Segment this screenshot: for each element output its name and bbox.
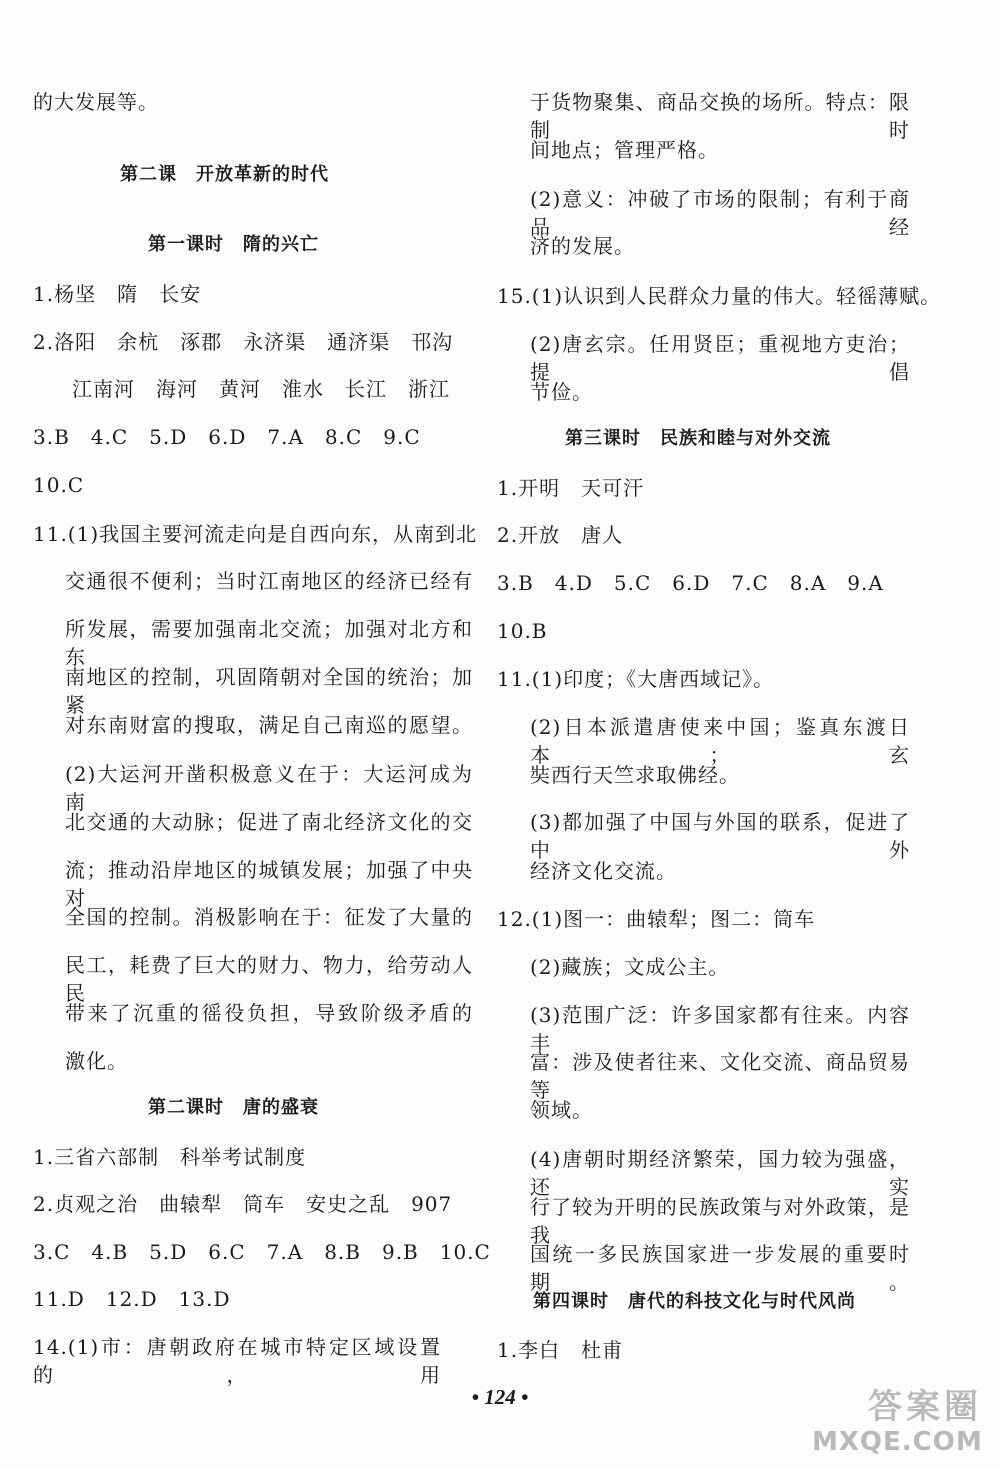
right-answer-line: 奘西行天竺求取佛经。 bbox=[530, 763, 740, 787]
left-answer-line: 流；推动沿岸地区的城镇发展；加强了中央对 bbox=[65, 858, 473, 910]
left-section-heading: 第二课时 唐的盛衰 bbox=[148, 1097, 319, 1118]
right-answer-line: 3.B 4.D 5.C 6.D 7.C 8.A 9.A bbox=[497, 571, 884, 595]
right-answer-line: (2)藏族；文成公主。 bbox=[530, 955, 730, 979]
left-answer-line: 全国的控制。消极影响在于：征发了大量的 bbox=[65, 905, 473, 929]
right-section-heading: 第四课时 唐代的科技文化与时代风尚 bbox=[533, 1291, 856, 1312]
right-answer-line: 10.B bbox=[497, 619, 548, 643]
left-answer-line: 2.洛阳 余杭 涿郡 永济渠 通济渠 邗沟 bbox=[33, 330, 454, 354]
left-answer-line: 14.(1)市：唐朝政府在城市特定区域设置的，用 bbox=[33, 1335, 441, 1387]
right-answer-line: 领域。 bbox=[530, 1098, 593, 1122]
right-answer-line: (3)范围广泛：许多国家都有往来。内容丰 bbox=[530, 1003, 910, 1055]
right-answer-line: 间地点；管理严格。 bbox=[530, 138, 719, 162]
left-answer-line: 对东南财富的搜取，满足自己南巡的愿望。 bbox=[65, 713, 473, 737]
watermark bbox=[812, 1387, 982, 1457]
left-answer-line: 民工，耗费了巨大的财力、物力，给劳动人民 bbox=[65, 953, 473, 1005]
left-answer-line: 3.B 4.C 5.D 6.D 7.A 8.C 9.C bbox=[33, 425, 421, 449]
right-answer-line: 1.开明 天可汗 bbox=[497, 476, 645, 500]
left-answer-line: 南地区的控制，巩固隋朝对全国的统治；加紧 bbox=[65, 665, 473, 717]
right-answer-line: (3)都加强了中国与外国的联系，促进了中外 bbox=[530, 810, 910, 862]
left-answer-line: 交通很不便利；当时江南地区的经济已经有 bbox=[65, 569, 473, 593]
right-answer-line: 经济文化交流。 bbox=[530, 859, 677, 883]
left-answer-line: 的大发展等。 bbox=[33, 90, 159, 114]
left-answer-line: 1.杨坚 隋 长安 bbox=[33, 282, 202, 306]
page-number: • 124 • bbox=[471, 1385, 529, 1409]
left-answer-line: 3.C 4.B 5.D 6.C 7.A 8.B 9.B 10.C bbox=[33, 1240, 491, 1264]
right-answer-line: 2.开放 唐人 bbox=[497, 523, 624, 547]
right-answer-line: (2)意义：冲破了市场的限制；有利于商品经 bbox=[530, 187, 910, 239]
left-answer-line: 11.(1)我国主要河流走向是自西向东，从南到北 bbox=[33, 522, 478, 546]
watermark-url: MXQE.COM bbox=[812, 1427, 983, 1457]
watermark-logo: 答案圈 bbox=[868, 1387, 982, 1427]
left-answer-line: 11.D 12.D 13.D bbox=[33, 1287, 231, 1311]
left-answer-line: 所发展，需要加强南北交流；加强对北方和东 bbox=[65, 617, 473, 669]
right-answer-line: 济的发展。 bbox=[530, 234, 635, 258]
right-answer-line: (2)日本派遣唐使来中国；鉴真东渡日本；玄 bbox=[530, 715, 910, 767]
right-answer-line: 15.(1)认识到人民群众力量的伟大。轻徭薄赋。 bbox=[497, 284, 942, 308]
right-answer-line: 1.李白 杜甫 bbox=[497, 1338, 624, 1362]
right-answer-line: 行了较为开明的民族政策与对外政策，是我 bbox=[530, 1195, 910, 1247]
left-answer-line: 带来了沉重的徭役负担，导致阶级矛盾的 bbox=[65, 1001, 473, 1025]
left-section-heading: 第二课 开放革新的时代 bbox=[120, 164, 329, 185]
right-answer-line: 国统一多民族国家进一步发展的重要时期。 bbox=[530, 1242, 910, 1294]
left-section-heading: 第一课时 隋的兴亡 bbox=[148, 234, 319, 255]
left-answer-line: 激化。 bbox=[65, 1049, 128, 1073]
left-answer-line: 10.C bbox=[33, 473, 85, 497]
right-section-heading: 第三课时 民族和睦与对外交流 bbox=[565, 428, 831, 449]
right-answer-line: 12.(1)图一：曲辕犁；图二：筒车 bbox=[497, 907, 816, 931]
right-answer-line: 富：涉及使者往来、文化交流、商品贸易等 bbox=[530, 1050, 910, 1102]
right-answer-line: 节俭。 bbox=[530, 380, 593, 404]
right-answer-line: (2)唐玄宗。任用贤臣；重视地方吏治；提倡 bbox=[530, 332, 910, 384]
left-answer-line: 2.贞观之治 曲辕犁 筒车 安史之乱 907 bbox=[33, 1192, 453, 1216]
left-answer-line: (2)大运河开凿积极意义在于：大运河成为南 bbox=[65, 762, 473, 814]
left-answer-line: 1.三省六部制 科举考试制度 bbox=[33, 1145, 307, 1169]
right-answer-line: 11.(1)印度；《大唐西域记》。 bbox=[497, 667, 775, 691]
left-answer-line: 北交通的大动脉；促进了南北经济文化的交 bbox=[65, 810, 473, 834]
left-answer-line: 江南河 海河 黄河 淮水 长江 浙江 bbox=[72, 377, 450, 401]
right-answer-line: 于货物聚集、商品交换的场所。特点：限制时 bbox=[530, 90, 910, 142]
right-answer-line: (4)唐朝时期经济繁荣，国力较为强盛，还实 bbox=[530, 1147, 910, 1199]
